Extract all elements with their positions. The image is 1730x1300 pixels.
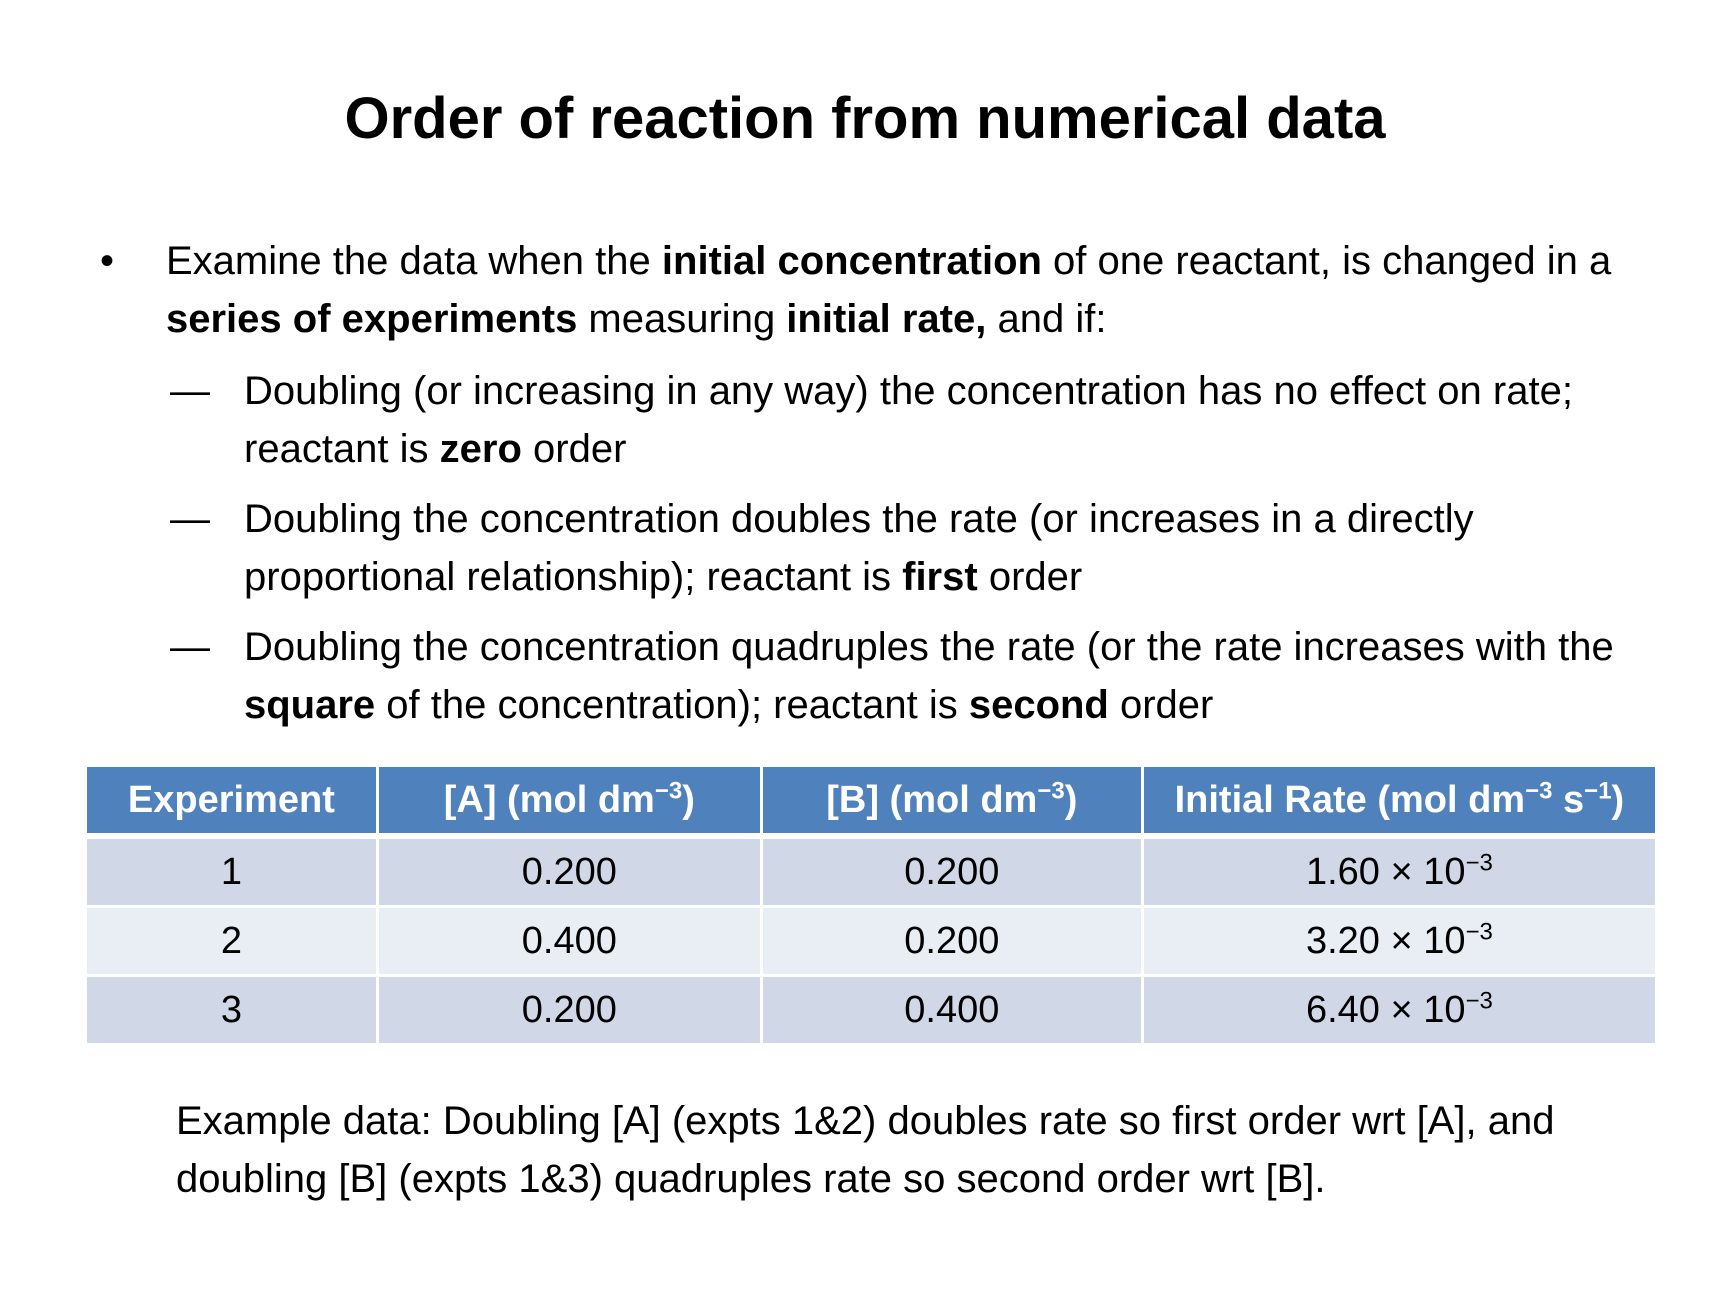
- main-bullet-text: [166, 232, 1660, 348]
- cell-conc-b: 0.400: [761, 976, 1142, 1045]
- cell-initial-rate: $6.40 \times 10^{-3}$: [1142, 976, 1656, 1045]
- sub-item-part-bold: zero: [439, 427, 522, 471]
- intro-part-bold: initial rate,: [786, 297, 987, 341]
- bullet-dot-icon: •: [100, 239, 115, 283]
- experiment-data-table: [84, 764, 1658, 1046]
- sub-item-zero-order: [170, 362, 1670, 478]
- cell-conc-a: 0.200: [377, 976, 761, 1045]
- slide-title: Order of reaction from numerical data: [344, 86, 1386, 151]
- intro-part: and if:: [986, 297, 1107, 341]
- header-conc-a: [A] (mol $dm^{-3}$): [377, 766, 761, 837]
- intro-part: of one reactant, is changed in a: [1041, 239, 1612, 283]
- header-initial-rate: Initial Rate (mol $dm^{-3}$ $s^{-1}$): [1142, 766, 1656, 837]
- dash-icon: —: [170, 497, 210, 541]
- sub-item-first-order: [170, 490, 1670, 606]
- dash-icon: —: [170, 369, 210, 413]
- cell-conc-a: 0.400: [377, 907, 761, 976]
- cell-experiment: 3: [86, 976, 378, 1045]
- cell-initial-rate: $3.20 \times 10^{-3}$: [1142, 907, 1656, 976]
- header-conc-b: [B] (mol $dm^{-3}$): [761, 766, 1142, 837]
- intro-part-bold: initial concentration: [661, 239, 1042, 283]
- cell-conc-b: 0.200: [761, 907, 1142, 976]
- intro-part-bold: series of experiments: [166, 297, 578, 341]
- example-note: Example data: Doubling [A] (expts 1&2) doubles rate so first order wrt [A], and doubling [B] (expts 1&3) quadruples rate so second order wrt [B].: [176, 1099, 1555, 1201]
- sub-item-part: order: [521, 427, 627, 471]
- intro-part: Examine the data when the: [166, 239, 662, 283]
- dash-icon: —: [170, 625, 210, 669]
- table-row: [86, 836, 1657, 907]
- sub-item-part-bold: square: [244, 683, 376, 727]
- sub-item-part: Doubling (or increasing in any way) the concentration has no effect on rate; reactant is: [244, 369, 1573, 471]
- main-bullet: [100, 232, 1660, 348]
- sub-item-part: Doubling the concentration quadruples the rate (or the rate increases with the: [244, 625, 1614, 669]
- intro-part: measuring: [577, 297, 787, 341]
- sub-item-part: of the concentration); reactant is: [375, 683, 969, 727]
- sub-item-part: Doubling the concentration doubles the rate (or increases in a directly proportional relationship); reactant is: [244, 497, 1474, 599]
- cell-conc-a: 0.200: [377, 836, 761, 907]
- cell-experiment: 2: [86, 907, 378, 976]
- sub-item-part-bold: first: [902, 555, 978, 599]
- cell-initial-rate: $1.60 \times 10^{-3}$: [1142, 836, 1656, 907]
- cell-experiment: 1: [86, 836, 378, 907]
- table-row: [86, 976, 1657, 1045]
- sub-item-second-order: [170, 618, 1670, 734]
- table-header-row: [86, 766, 1657, 837]
- sub-item-part: order: [1108, 683, 1214, 727]
- sub-item-part: order: [977, 555, 1083, 599]
- sub-item-part-bold: second: [968, 683, 1109, 727]
- table-row: [86, 907, 1657, 976]
- cell-conc-b: 0.200: [761, 836, 1142, 907]
- sub-bullet-list: [170, 362, 1670, 746]
- header-experiment: Experiment: [86, 766, 378, 837]
